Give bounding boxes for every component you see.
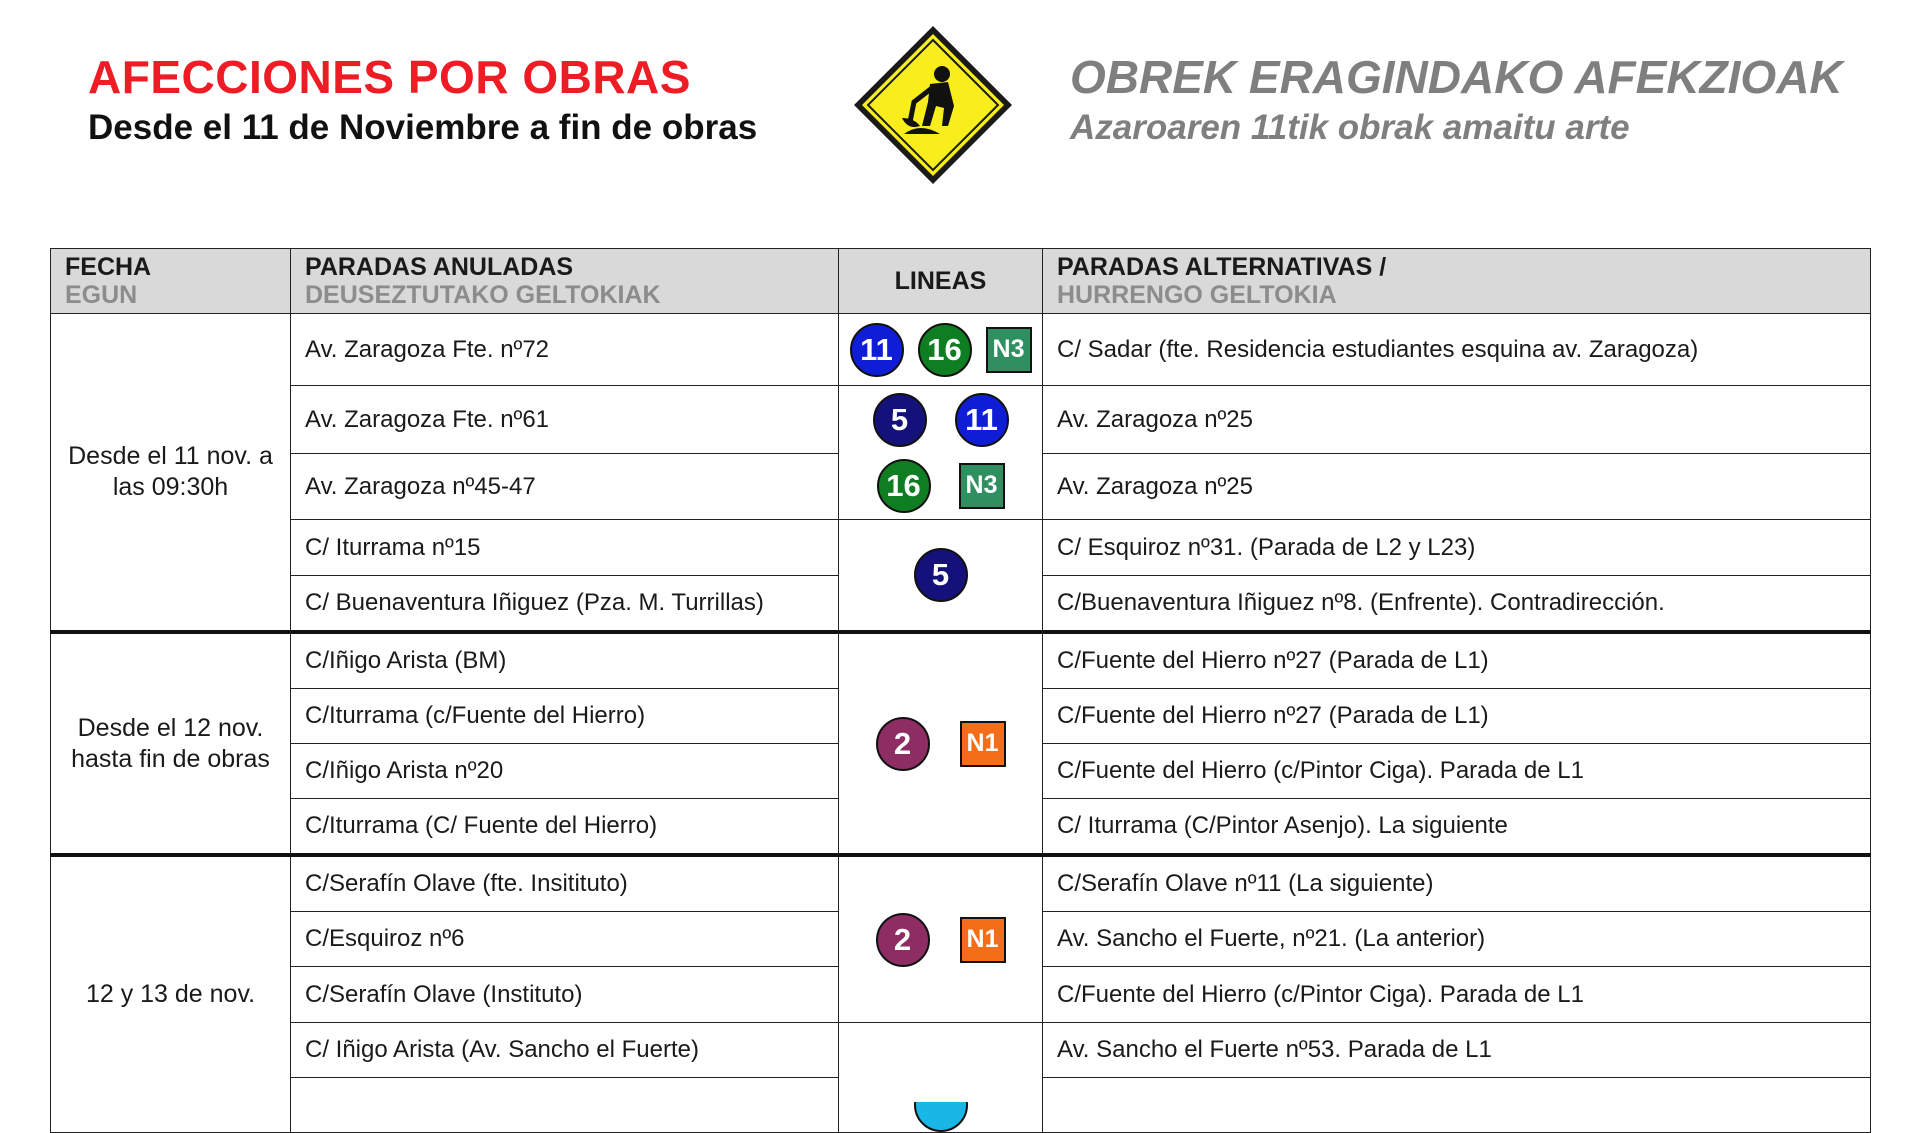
line-badge: N1 [960, 721, 1006, 767]
line-badge [914, 1102, 968, 1132]
lines-cell [839, 520, 1043, 633]
cancelled-stop: C/ Iturrama nº15 [291, 520, 839, 576]
alternative-stop: C/Fuente del Hierro nº27 (Parada de L1) [1043, 689, 1871, 744]
alternative-stop: C/Fuente del Hierro nº27 (Parada de L1) [1043, 632, 1871, 689]
cancelled-stop: C/Serafín Olave (Instituto) [291, 967, 839, 1023]
cancelled-stop: C/Esquiroz nº6 [291, 912, 839, 967]
alternative-stop: C/ Esquiroz nº31. (Parada de L2 y L23) [1043, 520, 1871, 576]
lines-cell [839, 314, 1043, 386]
table-row [51, 314, 1871, 386]
line-badges [839, 393, 1042, 513]
alternative-stop: Av. Sancho el Fuerte nº53. Parada de L1 [1043, 1023, 1871, 1078]
alternative-stop [1043, 1078, 1871, 1133]
line-badge: N3 [986, 327, 1032, 373]
line-badges [839, 548, 1042, 602]
col-paradas-anuladas: PARADAS ANULADAS DEUSEZTUTAKO GELTOKIAK [291, 249, 839, 314]
cancelled-stop: C/Iturrama (c/Fuente del Hierro) [291, 689, 839, 744]
page-subtitle-es: Desde el 11 de Noviembre a fin de obras [88, 108, 758, 147]
cancelled-stop: C/ Iñigo Arista (Av. Sancho el Fuerte) [291, 1023, 839, 1078]
line-badge: 5 [914, 548, 968, 602]
alternative-stop: C/Fuente del Hierro (c/Pintor Ciga). Parada de L1 [1043, 967, 1871, 1023]
lines-cell [839, 386, 1043, 520]
date-cell: 12 y 13 de nov. [51, 855, 291, 1133]
roadworks-warning-sign-icon [850, 22, 1016, 188]
line-badge: 11 [850, 323, 904, 377]
table-row [51, 632, 1871, 689]
alternative-stop: C/Fuente del Hierro (c/Pintor Ciga). Parada de L1 [1043, 744, 1871, 799]
line-badge: 11 [955, 393, 1009, 447]
line-badge: N3 [959, 463, 1005, 509]
date-cell: Desde el 11 nov. a las 09:30h [51, 314, 291, 633]
line-badges [839, 323, 1042, 377]
cancelled-stop: C/Iñigo Arista nº20 [291, 744, 839, 799]
alternative-stop: Av. Sancho el Fuerte, nº21. (La anterior) [1043, 912, 1871, 967]
table-row [51, 386, 1871, 454]
date-cell: Desde el 12 nov. hasta fin de obras [51, 632, 291, 855]
table-row [51, 520, 1871, 576]
line-badge: 16 [918, 323, 972, 377]
line-badges [839, 1102, 1042, 1132]
line-badge: 2 [876, 717, 930, 771]
header-basque [1070, 50, 1843, 152]
header-spanish [88, 50, 757, 152]
cancelled-stop: C/Iturrama (C/ Fuente del Hierro) [291, 799, 839, 856]
alternative-stop: Av. Zaragoza nº25 [1043, 454, 1871, 520]
cancelled-stop: Av. Zaragoza nº45-47 [291, 454, 839, 520]
table-row [51, 855, 1871, 912]
lines-cell [839, 855, 1043, 1023]
page-title-es: AFECCIONES POR OBRAS [88, 51, 691, 103]
line-badge: N1 [960, 917, 1006, 963]
line-badge-row [877, 459, 1005, 513]
cancelled-stop: C/Iñigo Arista (BM) [291, 632, 839, 689]
line-badge: 16 [877, 459, 931, 513]
cancelled-stop: C/ Buenaventura Iñiguez (Pza. M. Turrillas) [291, 576, 839, 633]
col-lineas: LINEAS [839, 249, 1043, 314]
affected-stops-table [50, 248, 1871, 1133]
alternative-stop: C/Buenaventura Iñiguez nº8. (Enfrente). Contradirección. [1043, 576, 1871, 633]
alternative-stop: Av. Zaragoza nº25 [1043, 386, 1871, 454]
cancelled-stop [291, 1078, 839, 1133]
lines-cell [839, 632, 1043, 855]
cancelled-stop: Av. Zaragoza Fte. nº72 [291, 314, 839, 386]
cancelled-stop: Av. Zaragoza Fte. nº61 [291, 386, 839, 454]
cancelled-stop: C/Serafín Olave (fte. Insitituto) [291, 855, 839, 912]
alternative-stop: C/Serafín Olave nº11 (La siguiente) [1043, 855, 1871, 912]
alternative-stop: C/ Sadar (fte. Residencia estudiantes esquina av. Zaragoza) [1043, 314, 1871, 386]
page-subtitle-eu: Azaroaren 11tik obrak amaitu arte [1070, 108, 1630, 147]
page-title-eu: OBREK ERAGINDAKO AFEKZIOAK [1070, 51, 1843, 103]
col-fecha: FECHA EGUN [51, 249, 291, 314]
line-badge: 5 [873, 393, 927, 447]
alternative-stop: C/ Iturrama (C/Pintor Asenjo). La siguiente [1043, 799, 1871, 856]
table-header-row [51, 249, 1871, 314]
line-badge: 2 [876, 913, 930, 967]
lines-cell [839, 1023, 1043, 1133]
line-badges [839, 717, 1042, 771]
line-badge-row [873, 393, 1009, 447]
table-row [51, 1023, 1871, 1078]
line-badges [839, 913, 1042, 967]
col-paradas-alternativas: PARADAS ALTERNATIVAS / HURRENGO GELTOKIA [1043, 249, 1871, 314]
